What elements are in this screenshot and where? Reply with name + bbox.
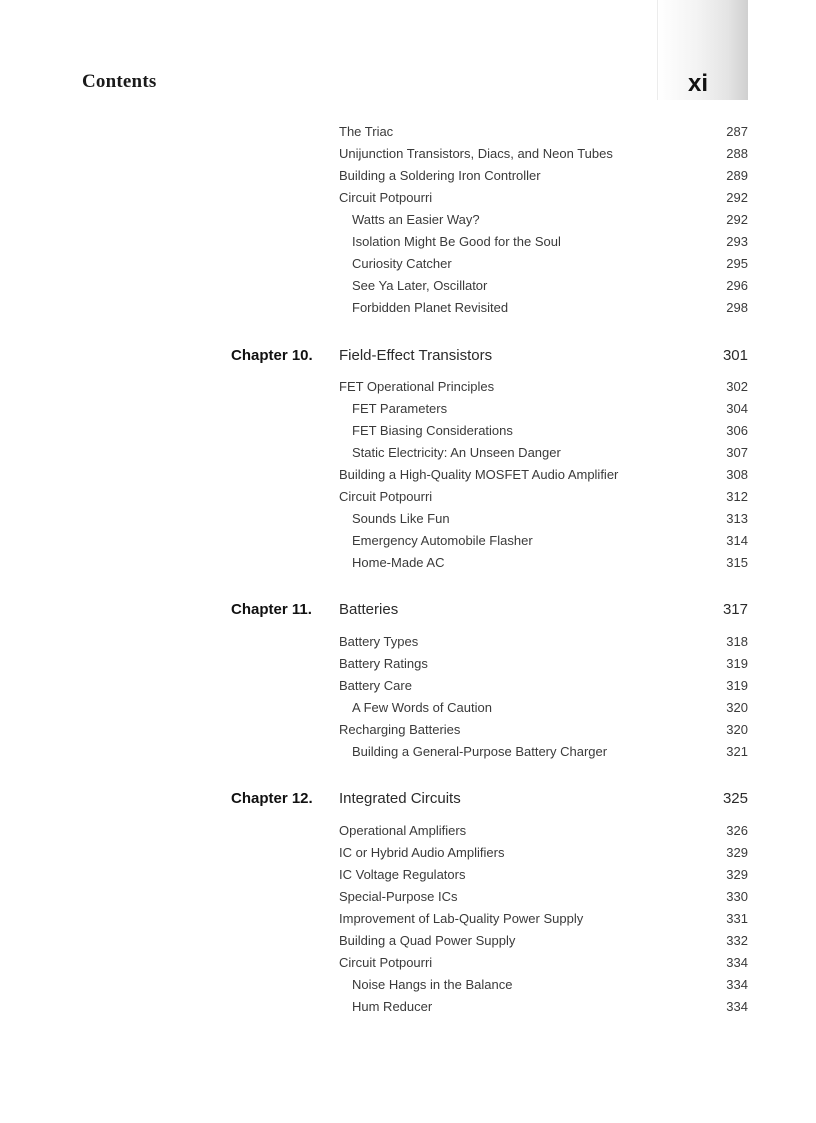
toc-entry[interactable]: [339, 653, 748, 675]
toc-entry-title: Battery Types: [339, 634, 419, 649]
toc-entry[interactable]: [339, 864, 748, 886]
toc-entry-page: 313: [726, 511, 748, 526]
toc-entry-page: 331: [726, 911, 748, 926]
toc-entry-page: 315: [726, 555, 748, 570]
toc-entry[interactable]: [339, 121, 748, 143]
toc-entry[interactable]: [339, 908, 748, 930]
toc-entry-page: 321: [726, 744, 748, 759]
chapter-title: Batteries: [339, 601, 399, 618]
toc-subentry[interactable]: [339, 974, 748, 996]
toc-entry-title: Watts an Easier Way?: [352, 212, 480, 227]
toc-entry-title: Hum Reducer: [352, 999, 433, 1014]
toc-entry-title: Building a High-Quality MOSFET Audio Amplifier: [339, 467, 619, 482]
toc-subentry[interactable]: [339, 253, 748, 275]
toc-entry-title: The Triac: [339, 124, 394, 139]
toc-subentry[interactable]: [339, 552, 748, 574]
toc-entry-page: 289: [726, 168, 748, 183]
toc-entry-title: Home-Made AC: [352, 555, 445, 570]
toc-entry-page: 329: [726, 867, 748, 882]
toc-entry-page: 287: [726, 124, 748, 139]
toc-subentry[interactable]: [339, 508, 748, 530]
toc-entry[interactable]: [339, 930, 748, 952]
toc-entry-title: Sounds Like Fun: [352, 511, 450, 526]
toc-entry[interactable]: [339, 675, 748, 697]
chapter-entry[interactable]: [339, 787, 748, 811]
toc-entry-title: Building a Quad Power Supply: [339, 933, 516, 948]
toc-entry-page: 293: [726, 234, 748, 249]
toc-subentry[interactable]: [339, 209, 748, 231]
chapter-title: Integrated Circuits: [339, 790, 461, 807]
toc-subentry[interactable]: [339, 697, 748, 719]
toc-entry-title: Recharging Batteries: [339, 722, 461, 737]
toc-entry[interactable]: [339, 820, 748, 842]
toc-subentry[interactable]: [339, 996, 748, 1018]
toc-entry-title: Circuit Potpourri: [339, 489, 433, 504]
toc-entry-title: Operational Amplifiers: [339, 823, 467, 838]
toc-entry-page: 332: [726, 933, 748, 948]
toc-entry-page: 307: [726, 445, 748, 460]
toc-entry[interactable]: [339, 165, 748, 187]
toc-subentry[interactable]: [339, 741, 748, 763]
toc-entry-page: 295: [726, 256, 748, 271]
toc-entry-page: 306: [726, 423, 748, 438]
toc-entry[interactable]: [339, 376, 748, 398]
toc-entry-page: 319: [726, 678, 748, 693]
toc-entry-page: 320: [726, 722, 748, 737]
chapter-page: 317: [722, 601, 748, 618]
toc-subentry[interactable]: [339, 297, 748, 319]
toc-entry[interactable]: [339, 486, 748, 508]
toc-entry-page: 334: [726, 955, 748, 970]
toc-entry-page: 298: [726, 300, 748, 315]
toc-subentry[interactable]: [339, 420, 748, 442]
toc-entry-page: 304: [726, 401, 748, 416]
toc-entry-page: 288: [726, 146, 748, 161]
toc-entry-title: Emergency Automobile Flasher: [352, 533, 533, 548]
toc-entry[interactable]: [339, 842, 748, 864]
chapter-entry[interactable]: [339, 598, 748, 622]
toc-entry-title: FET Parameters: [352, 401, 448, 416]
toc-entry-page: 320: [726, 700, 748, 715]
toc-entry[interactable]: [339, 886, 748, 908]
chapter-title: Field-Effect Transistors: [339, 347, 493, 364]
page-header-title: Contents: [82, 71, 157, 92]
toc-entry-page: 334: [726, 999, 748, 1014]
toc-entry-page: 314: [726, 533, 748, 548]
chapter-label: Chapter 12.: [231, 790, 313, 807]
toc-entry-page: 319: [726, 656, 748, 671]
toc-entry-page: 312: [726, 489, 748, 504]
chapter-entry[interactable]: [339, 344, 748, 368]
toc-entry[interactable]: [339, 464, 748, 486]
chapter-label: Chapter 10.: [231, 347, 313, 364]
toc-entry-title: Improvement of Lab-Quality Power Supply: [339, 911, 584, 926]
toc-entry-title: FET Operational Principles: [339, 379, 495, 394]
toc-entry-title: IC or Hybrid Audio Amplifiers: [339, 845, 505, 860]
toc-entry-title: Unijunction Transistors, Diacs, and Neon Tubes: [339, 146, 613, 161]
toc-entry-page: 334: [726, 977, 748, 992]
toc-entry-title: See Ya Later, Oscillator: [352, 278, 488, 293]
toc-entry-page: 302: [726, 379, 748, 394]
toc-subentry[interactable]: [339, 275, 748, 297]
chapter-page: 301: [722, 347, 748, 364]
toc-entry-page: 329: [726, 845, 748, 860]
toc-entry-title: Circuit Potpourri: [339, 190, 433, 205]
toc-subentry[interactable]: [339, 398, 748, 420]
toc-entry-title: Isolation Might Be Good for the Soul: [352, 234, 561, 249]
toc-entry-title: Battery Care: [339, 678, 412, 693]
toc-entry[interactable]: [339, 719, 748, 741]
toc-entry-title: Battery Ratings: [339, 656, 428, 671]
chapter-page: 325: [722, 790, 748, 807]
toc-entry-title: Special-Purpose ICs: [339, 889, 458, 904]
toc-entry[interactable]: [339, 952, 748, 974]
toc-entry-title: Circuit Potpourri: [339, 955, 433, 970]
toc-entry-title: Forbidden Planet Revisited: [352, 300, 509, 315]
toc-entry-page: 292: [726, 212, 748, 227]
chapter-label: Chapter 11.: [231, 601, 312, 618]
toc-entry-page: 330: [726, 889, 748, 904]
toc-entry[interactable]: [339, 143, 748, 165]
toc-subentry[interactable]: [339, 442, 748, 464]
toc-entry-title: Static Electricity: An Unseen Danger: [352, 445, 561, 460]
toc-entry-page: 308: [726, 467, 748, 482]
toc-entry-title: Curiosity Catcher: [352, 256, 452, 271]
page-number: xi: [687, 70, 708, 97]
toc-entry[interactable]: [339, 631, 748, 653]
toc-subentry[interactable]: [339, 530, 748, 552]
toc-entry-page: 318: [726, 634, 748, 649]
toc-entry-title: Building a Soldering Iron Controller: [339, 168, 541, 183]
toc-entry[interactable]: [339, 187, 748, 209]
toc-entry-title: IC Voltage Regulators: [339, 867, 466, 882]
toc-subentry[interactable]: [339, 231, 748, 253]
toc-entry-title: A Few Words of Caution: [352, 700, 492, 715]
toc-entry-page: 326: [726, 823, 748, 838]
toc-entry-page: 292: [726, 190, 748, 205]
toc-entry-page: 296: [726, 278, 748, 293]
toc-entry-title: Noise Hangs in the Balance: [352, 977, 513, 992]
toc-entry-title: Building a General-Purpose Battery Charger: [352, 744, 608, 759]
toc-entry-title: FET Biasing Considerations: [352, 423, 513, 438]
